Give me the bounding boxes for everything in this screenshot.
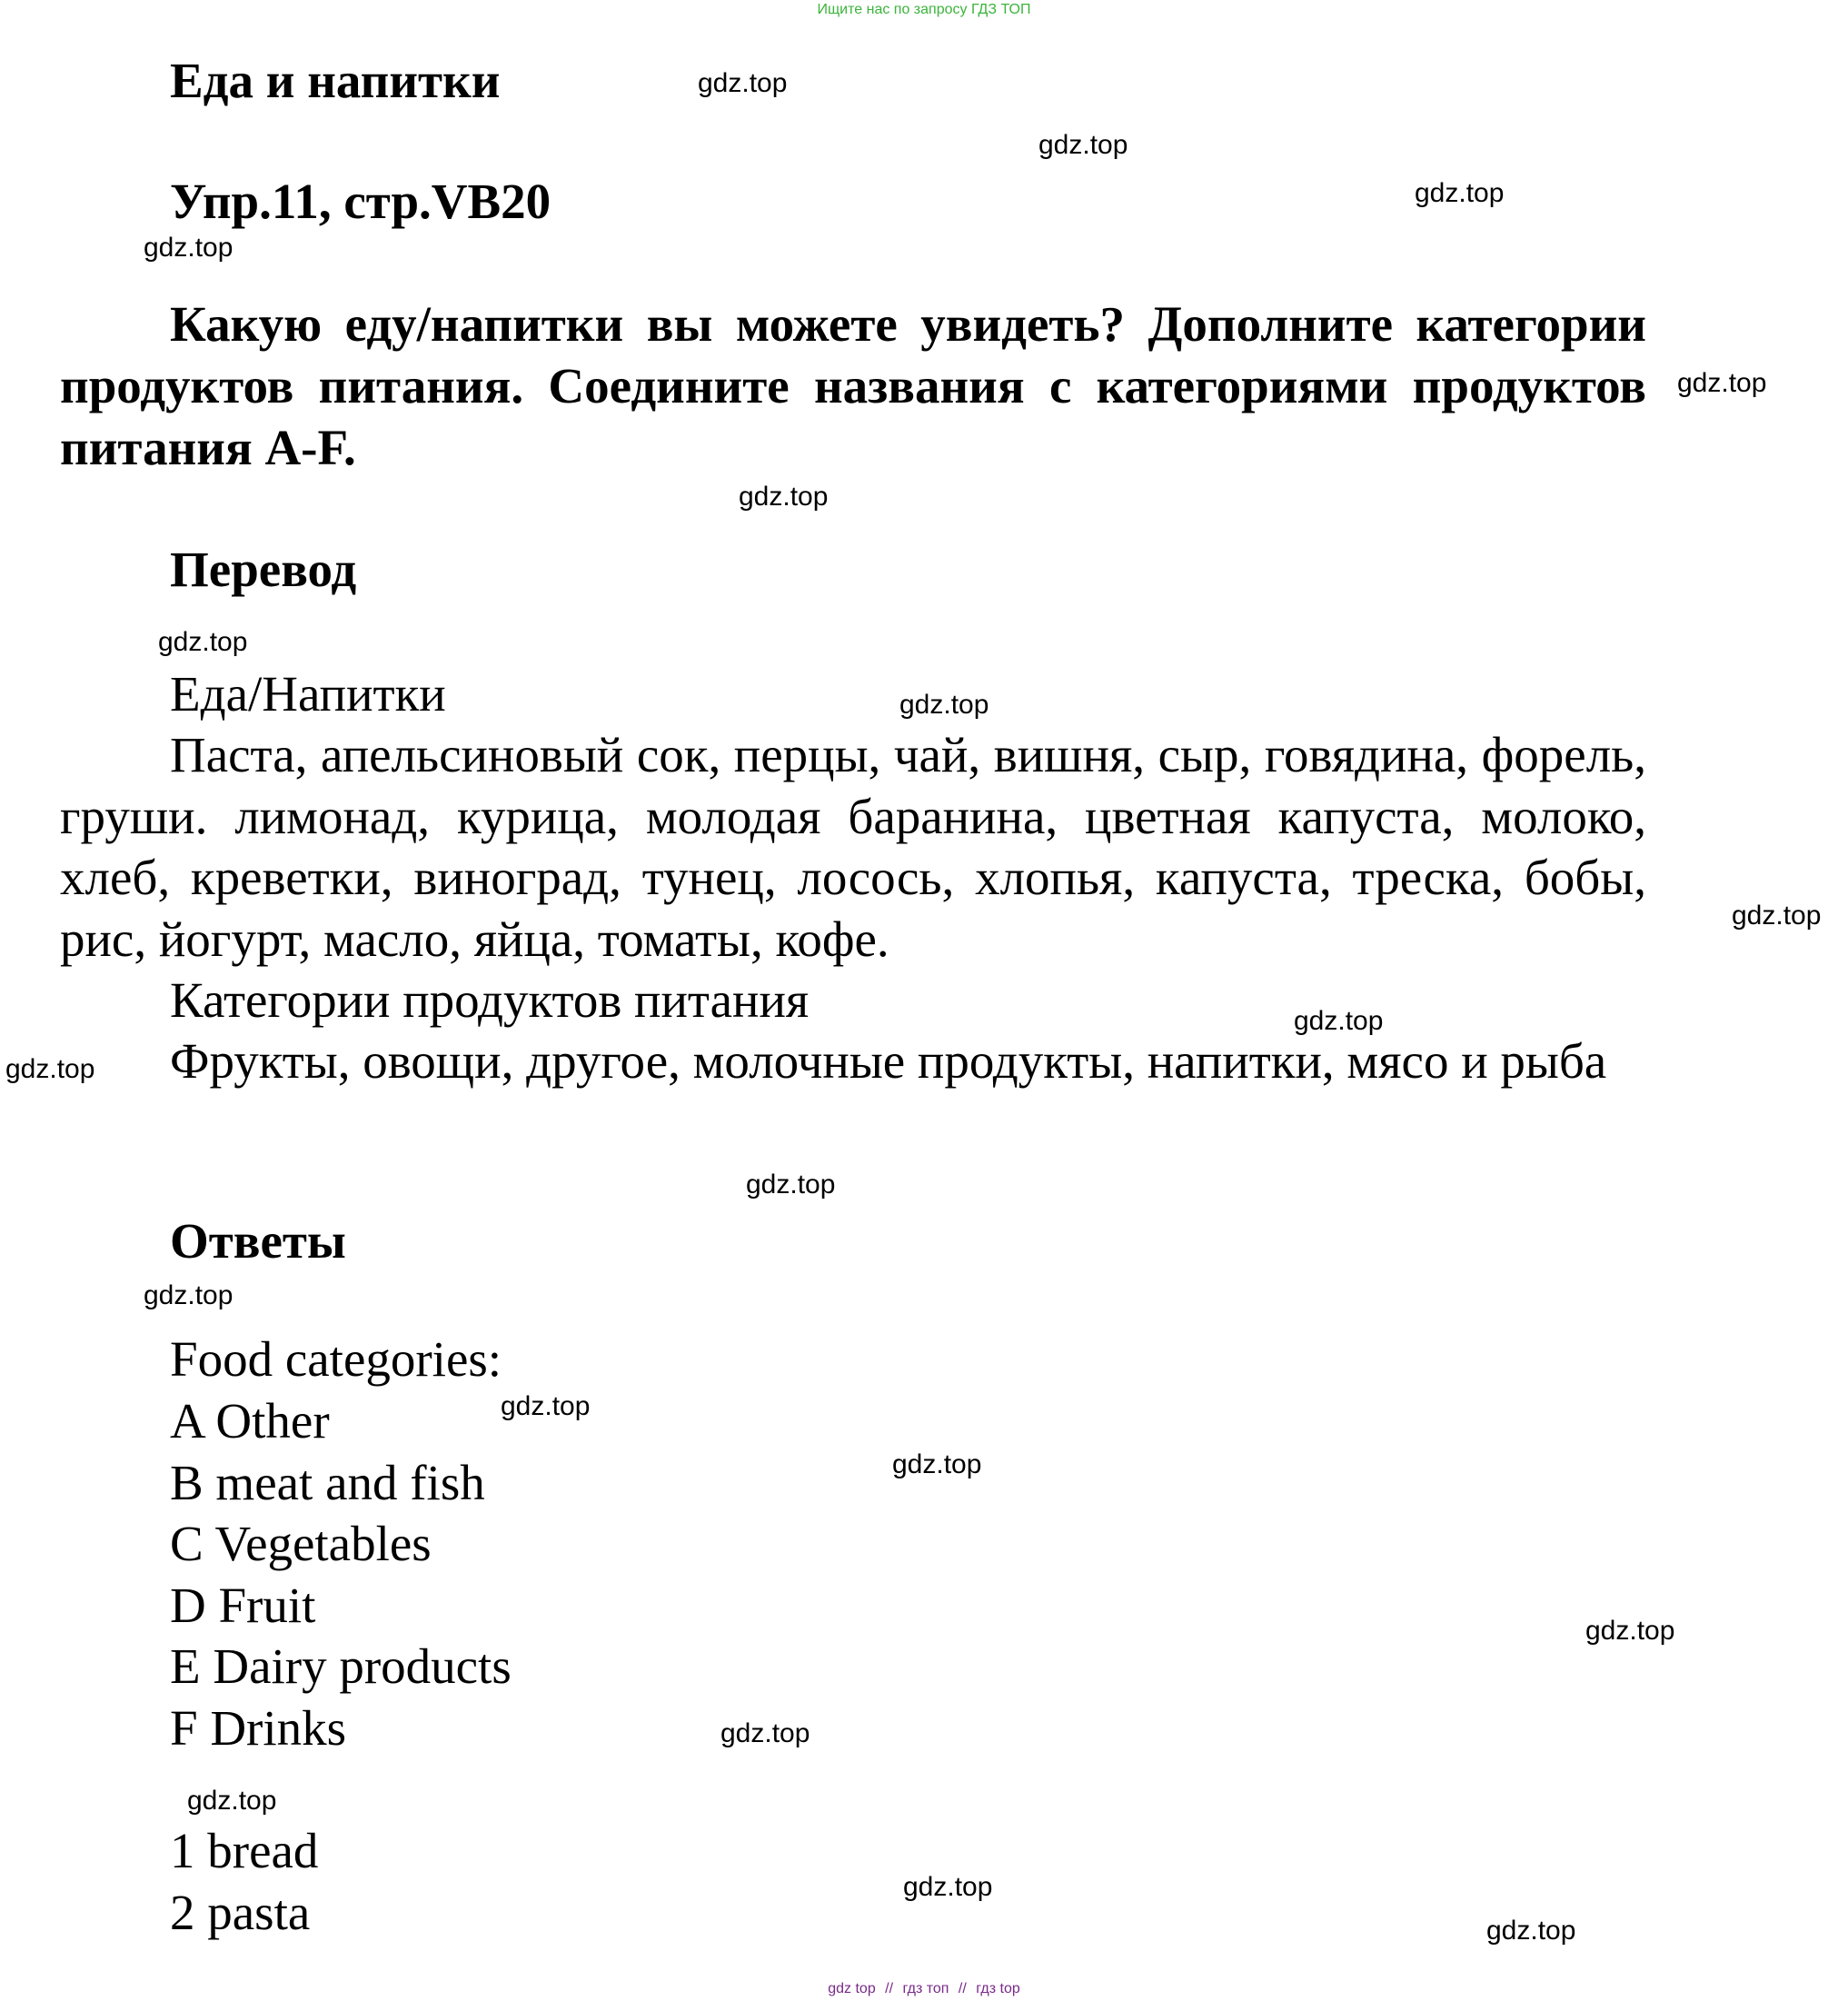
watermark: gdz.top bbox=[1294, 1006, 1384, 1036]
footer-link[interactable]: гдз топ bbox=[902, 1981, 949, 1996]
watermark: gdz.top bbox=[1415, 178, 1505, 208]
translation-heading: Перевод bbox=[170, 542, 357, 597]
category-item: A Other bbox=[170, 1393, 330, 1448]
footer-separator: // bbox=[885, 1981, 894, 1996]
watermark: gdz.top bbox=[1486, 1916, 1576, 1946]
category-item: B meat and fish bbox=[170, 1455, 485, 1510]
watermark: gdz.top bbox=[501, 1391, 591, 1421]
categories-list-translation: Фрукты, овощи, другое, молочные продукты, напитки, мясо и рыба bbox=[170, 1033, 1607, 1089]
watermark: gdz.top bbox=[158, 627, 248, 657]
category-item: C Vegetables bbox=[170, 1516, 432, 1571]
footer-separator: // bbox=[958, 1981, 967, 1996]
top-banner[interactable]: Ищите нас по запросу ГДЗ ТОП bbox=[817, 2, 1031, 17]
food-drinks-heading: Еда/Напитки bbox=[170, 666, 446, 722]
footer-link[interactable]: гдз top bbox=[976, 1981, 1020, 1996]
watermark: gdz.top bbox=[1585, 1616, 1675, 1646]
watermark: gdz.top bbox=[1038, 130, 1128, 160]
food-list-translation: Паста, апельсиновый сок, перцы, чай, вишня, сыр, говядина, форель, груши. лимонад, курица, молодая баранина, цветная капуста, молоко, хлеб, креветки, виноград, тунец, лосось, хлопья, капуста, треска, бобы, рис, йогурт, масло, яйца, томаты, кофе. bbox=[60, 727, 1646, 967]
watermark: gdz.top bbox=[739, 482, 829, 512]
watermark: gdz.top bbox=[1732, 901, 1822, 931]
watermark: gdz.top bbox=[698, 68, 788, 98]
answer-item: 2 pasta bbox=[170, 1885, 311, 1940]
category-item: F Drinks bbox=[170, 1700, 347, 1756]
answers-categories-title: Food categories: bbox=[170, 1331, 502, 1387]
answer-item: 1 bread bbox=[170, 1823, 319, 1878]
watermark: gdz.top bbox=[187, 1786, 277, 1816]
footer-link[interactable]: gdz top bbox=[828, 1981, 876, 1996]
footer-links bbox=[0, 1981, 1848, 1997]
watermark: gdz.top bbox=[144, 1280, 233, 1310]
watermark: gdz.top bbox=[746, 1170, 836, 1200]
category-item: E Dairy products bbox=[170, 1638, 512, 1694]
watermark: gdz.top bbox=[144, 233, 233, 263]
watermark: gdz.top bbox=[5, 1054, 95, 1084]
task-text: Какую еду/напитки вы можете увидеть? Дополните категории продуктов питания. Соедините названия с категориями продуктов питания A-F. bbox=[60, 296, 1646, 475]
exercise-reference: Упр.11, стр.VB20 bbox=[170, 174, 551, 229]
watermark: gdz.top bbox=[720, 1718, 810, 1748]
watermark: gdz.top bbox=[892, 1449, 982, 1479]
watermark: gdz.top bbox=[899, 690, 989, 720]
categories-heading: Категории продуктов питания bbox=[170, 972, 810, 1028]
section-title: Еда и напитки bbox=[170, 53, 501, 108]
answers-heading: Ответы bbox=[170, 1213, 346, 1269]
watermark: gdz.top bbox=[1677, 368, 1767, 398]
watermark: gdz.top bbox=[903, 1872, 993, 1902]
category-item: D Fruit bbox=[170, 1578, 316, 1633]
